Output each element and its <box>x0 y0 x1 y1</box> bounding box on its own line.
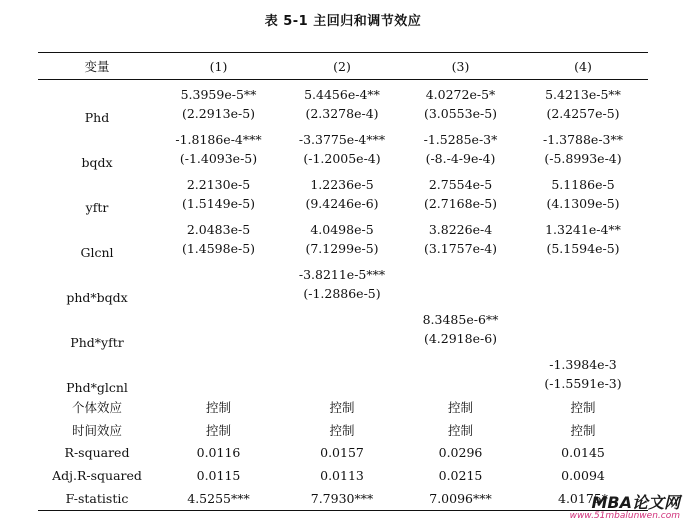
variable-label: Phd <box>84 110 110 125</box>
coefficient-cell <box>518 260 648 282</box>
table-caption: 表 5-1 主回归和调节效应 <box>264 14 422 29</box>
std-error-cell: (-5.8993e-4) <box>544 151 622 166</box>
coefficient-cell: -3.8211e-5*** <box>298 267 386 282</box>
stat-row <box>38 395 648 418</box>
coefficient-cell <box>518 305 648 327</box>
estimate-row <box>38 170 648 192</box>
header-model-2: (2) <box>281 53 403 80</box>
variable-label: Glcnl <box>80 245 114 260</box>
variable-label: Phd*yftr <box>70 335 124 350</box>
coefficient-cell: -1.5285e-3* <box>423 132 498 147</box>
coefficient-cell: 2.7554e-5 <box>428 177 493 192</box>
std-error-cell: (3.1757e-4) <box>423 241 498 256</box>
std-error-cell <box>281 327 403 350</box>
coefficient-cell <box>156 350 281 372</box>
coefficient-cell: 1.2236e-5 <box>310 177 374 192</box>
coefficient-cell <box>156 260 281 282</box>
std-error-cell <box>156 327 281 350</box>
variable-label: phd*bqdx <box>66 290 128 305</box>
estimate-row <box>38 80 648 103</box>
std-error-cell: (2.7168e-5) <box>423 196 498 211</box>
stat-value-cell: 控制 <box>447 399 473 415</box>
std-error-cell: (9.4246e-6) <box>305 196 379 211</box>
stat-value-cell: 0.0296 <box>438 445 483 460</box>
coefficient-cell: -1.3788e-3** <box>542 132 624 147</box>
std-error-cell: (-1.5591e-3) <box>544 376 622 391</box>
stat-value-cell: 0.0116 <box>196 445 241 460</box>
coefficient-cell <box>281 305 403 327</box>
estimate-row <box>38 305 648 327</box>
variable-label: bqdx <box>81 155 113 170</box>
coefficient-cell <box>403 260 518 282</box>
variable-label: yftr <box>85 200 109 215</box>
table-body <box>38 80 648 511</box>
stat-value-cell: 控制 <box>329 399 355 415</box>
stat-row <box>38 464 648 487</box>
coefficient-cell: 5.4213e-5** <box>545 87 621 102</box>
coefficient-cell: 4.0498e-5 <box>310 222 374 237</box>
coefficient-cell: 5.4456e-4** <box>304 87 380 102</box>
std-error-cell: (2.2913e-5) <box>181 106 256 121</box>
stat-label: F-statistic <box>38 487 156 511</box>
stat-value-cell: 控制 <box>205 399 231 415</box>
stat-value-cell: 控制 <box>447 422 473 438</box>
stat-label: 时间效应 <box>71 422 122 438</box>
coefficient-cell: 2.2130e-5 <box>186 177 251 192</box>
stat-value-cell: 控制 <box>570 422 596 438</box>
std-error-cell: (1.5149e-5) <box>181 196 256 211</box>
watermark-url: www.51mbalunwen.com <box>569 511 680 521</box>
watermark-title: MBA论文网 <box>591 493 680 512</box>
estimate-row <box>38 215 648 237</box>
coefficient-cell: -1.3984e-3 <box>549 357 617 372</box>
coefficient-cell: 8.3485e-6** <box>422 312 499 327</box>
header-model-1: (1) <box>156 53 281 80</box>
coefficient-cell: 4.0272e-5* <box>425 87 496 102</box>
std-error-cell: (2.4257e-5) <box>546 106 620 121</box>
stat-value-cell: 7.0096*** <box>403 487 518 511</box>
std-error-cell: (-1.2005e-4) <box>303 151 381 166</box>
estimate-row <box>38 125 648 147</box>
coefficient-cell <box>156 305 281 327</box>
regression-table <box>38 52 648 511</box>
coefficient-cell <box>403 350 518 372</box>
stat-label: Adj.R-squared <box>52 468 142 483</box>
std-error-cell <box>403 282 518 305</box>
stat-value-cell: 4.0175* <box>518 487 648 511</box>
std-error-cell: (1.4598e-5) <box>181 241 256 256</box>
std-error-cell: (-1.4093e-5) <box>179 151 258 166</box>
stat-value-cell: 0.0115 <box>196 468 241 483</box>
stat-label: 个体效应 <box>71 399 122 415</box>
std-error-cell: (2.3278e-4) <box>305 106 379 121</box>
variable-label: Phd*glcnl <box>66 380 128 395</box>
stat-value-cell: 控制 <box>570 399 596 415</box>
std-error-cell <box>156 372 281 395</box>
header-model-3: (3) <box>403 53 518 80</box>
std-error-cell: (5.1594e-5) <box>546 241 620 256</box>
header-variable: 变量 <box>38 53 156 80</box>
header-model-4: (4) <box>518 53 648 80</box>
stat-value-cell: 0.0113 <box>320 468 364 483</box>
stat-value-cell: 7.7930*** <box>281 487 403 511</box>
std-error-cell: (-1.2886e-5) <box>303 286 381 301</box>
stat-value-cell: 0.0215 <box>438 468 483 483</box>
coefficient-cell: 5.1186e-5 <box>551 177 615 192</box>
coefficient-cell <box>281 350 403 372</box>
std-error-cell <box>156 282 281 305</box>
estimate-row <box>38 350 648 372</box>
stat-value-cell: 0.0157 <box>320 445 364 460</box>
stat-label: R-squared <box>64 445 130 460</box>
std-error-cell: (3.0553e-5) <box>423 106 498 121</box>
std-error-cell: (4.1309e-5) <box>546 196 620 211</box>
stat-row <box>38 418 648 441</box>
std-error-cell <box>518 282 648 305</box>
stat-value-cell: 0.0145 <box>561 445 605 460</box>
coefficient-cell: 3.8226e-4 <box>428 222 493 237</box>
coefficient-cell: 1.3241e-4** <box>545 222 621 237</box>
std-error-cell: (7.1299e-5) <box>305 241 379 256</box>
std-error-cell <box>518 327 648 350</box>
std-error-cell <box>281 372 403 395</box>
coefficient-cell: -3.3775e-4*** <box>298 132 386 147</box>
stat-row <box>38 441 648 464</box>
stat-value-cell: 4.5255*** <box>156 487 281 511</box>
table-header-row <box>38 53 648 80</box>
coefficient-cell: 5.3959e-5** <box>180 87 257 102</box>
estimate-row <box>38 260 648 282</box>
std-error-cell <box>403 372 518 395</box>
coefficient-cell: 2.0483e-5 <box>186 222 251 237</box>
coefficient-cell: -1.8186e-4*** <box>175 132 262 147</box>
stat-value-cell: 0.0094 <box>561 468 605 483</box>
stat-value-cell: 控制 <box>329 422 355 438</box>
stat-row <box>38 487 648 511</box>
std-error-cell: (4.2918e-6) <box>423 331 498 346</box>
watermark <box>570 495 680 521</box>
stat-value-cell: 控制 <box>205 422 231 438</box>
std-error-cell: (-8.-4-9e-4) <box>425 151 496 166</box>
regression-table-container <box>38 52 648 511</box>
